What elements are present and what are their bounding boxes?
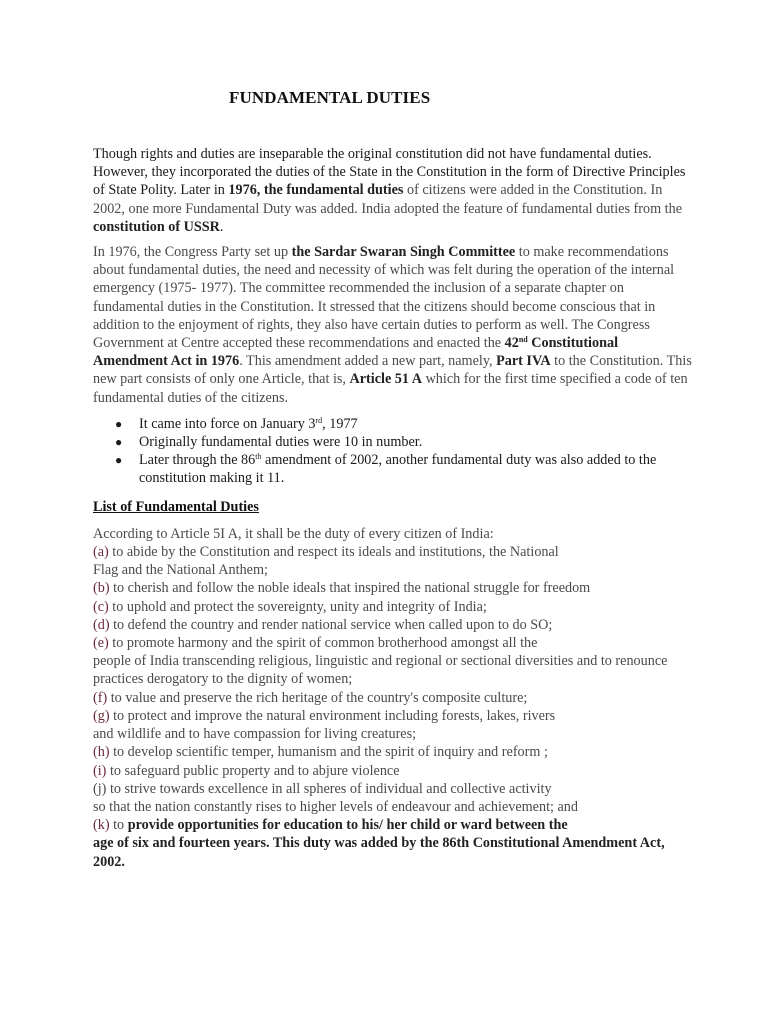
- duty-item-j-cont: so that the nation constantly rises to higher levels of endeavour and achievement; and: [93, 798, 578, 815]
- text-run: Constitutional Amendment Act in 1976: [93, 335, 619, 370]
- duty-item-h: [93, 743, 693, 761]
- history-paragraph: [93, 243, 693, 407]
- duty-text: to safeguard public property and to abjure violence: [106, 762, 400, 779]
- duty-label: (h): [93, 744, 110, 761]
- bullet-dot-icon: ●: [115, 416, 123, 431]
- duty-text: to abide by the Constitution and respect its ideals and institutions, the National: [108, 544, 559, 561]
- text-run: amendment of 2002, another fundamental duty was also added to the constitution making it 11.: [139, 452, 657, 487]
- duty-item-e: [93, 634, 693, 652]
- document-body: [93, 145, 693, 871]
- bold-text: Article 51 A: [349, 371, 423, 388]
- text-run: of citizens were added in the Constitution. In 2002, one more Fundamental Duty was added. India adopted the feature of fundamental duties from the: [93, 182, 682, 217]
- duty-item-c: [93, 598, 693, 616]
- duty-label: (a): [93, 544, 109, 561]
- duty-label: (k): [93, 817, 110, 834]
- duty-item-f: [93, 689, 693, 707]
- text-run: to make recommendations about fundamental duties, the need and necessity of which was felt during the operation of the internal emergency (1975- 1977). The committee recommended the inclusion of a separate chapter on fundamental duties in the Constitution. It stressed that the citizens should become conscious that in addition to the enjoyment of rights, they also have certain duties to perform as well. The Congress Government at Centre accepted these recommendations and enacted the: [93, 244, 675, 352]
- section-heading: List of Fundamental Duties: [93, 498, 259, 515]
- duty-text: to promote harmony and the spirit of common brotherhood amongst all the: [108, 635, 538, 652]
- text-run: to the Constitution. This new part consists of only one Article, that is,: [93, 353, 692, 388]
- duty-label: (f): [93, 689, 108, 706]
- page-title: FUNDAMENTAL DUTIES: [229, 88, 431, 107]
- bullet-item: [115, 451, 693, 487]
- bold-text: provide opportunities for education to his/ her child or ward between the: [127, 817, 568, 834]
- duty-label: (g): [93, 707, 110, 724]
- superscript: th: [255, 452, 262, 462]
- duty-item-d: [93, 616, 693, 634]
- duty-label: (b): [93, 580, 110, 597]
- duty-item-a-cont: Flag and the National Anthem;: [93, 562, 268, 579]
- duty-label: (d): [93, 616, 110, 633]
- text-run: 42: [504, 335, 519, 352]
- duties-list: [93, 525, 693, 871]
- duty-text: to defend the country and render national service when called upon to do SO;: [109, 616, 553, 633]
- duty-text: to protect and improve the natural environment including forests, lakes, rivers: [109, 707, 556, 724]
- duty-label: (i): [93, 762, 107, 779]
- bullet-item: [115, 433, 693, 451]
- superscript: rd: [315, 415, 323, 425]
- text-run: , 1977: [322, 415, 358, 432]
- text-run: which for the first time specified a code of ten fundamental duties of the citizens.: [93, 371, 688, 406]
- duty-item-g-cont: and wildlife and to have compassion for living creatures;: [93, 726, 417, 743]
- duty-label: (e): [93, 635, 109, 652]
- duty-item-k: [93, 816, 693, 834]
- duty-text: to develop scientific temper, humanism and the spirit of inquiry and reform ;: [109, 744, 548, 761]
- duty-item-i: [93, 762, 693, 780]
- text-run: It came into force on January 3: [139, 415, 316, 432]
- intro-paragraph: [93, 145, 693, 236]
- bold-text: constitution of USSR: [93, 218, 220, 235]
- duty-text: to uphold and protect the sovereignty, unity and integrity of India;: [108, 598, 487, 615]
- superscript: nd: [518, 335, 528, 345]
- duty-item-j: (j) to strive towards excellence in all spheres of individual and collective activity: [93, 780, 552, 797]
- duties-intro: According to Article 5I A, it shall be the duty of every citizen of India:: [93, 525, 494, 542]
- duty-item-e-cont: people of India transcending religious, linguistic and regional or sectional diversities and to renounce practices derogatory to the dignity of women;: [93, 653, 668, 688]
- text-run: .: [219, 218, 224, 235]
- duty-label: (c): [93, 598, 109, 615]
- text-run: Later through the 86: [139, 452, 256, 469]
- bold-text: Part IVA: [496, 353, 551, 370]
- text-run: In 1976, the Congress Party set up: [93, 244, 292, 261]
- bold-text: the Sardar Swaran Singh Committee: [291, 244, 516, 261]
- duty-item-a: [93, 543, 693, 561]
- bullet-dot-icon: ●: [115, 453, 123, 468]
- duty-item-b: [93, 579, 693, 597]
- duty-item-g: [93, 707, 693, 725]
- bold-text: 1976, the fundamental duties: [228, 182, 404, 199]
- text-run: . This amendment added a new part, namely,: [239, 353, 497, 370]
- duty-item-k-cont: age of six and fourteen years. This duty was added by the 86th Constitutional Amendment Act, 2002.: [93, 835, 665, 870]
- text-run: Originally fundamental duties were 10 in number.: [139, 434, 423, 451]
- duty-text: to cherish and follow the noble ideals that inspired the national struggle for freedom: [109, 580, 591, 597]
- text-run: Though rights and duties are inseparable the original constitution did not have fundamental duties. However, they incorporated the duties of the State in the Constitution in the form of Directive Principles of State Polity. Later in: [93, 146, 686, 199]
- bullet-item: [115, 415, 693, 433]
- duty-text: to value and preserve the rich heritage of the country's composite culture;: [107, 689, 528, 706]
- duty-text: to: [109, 817, 128, 834]
- bullet-dot-icon: ●: [115, 435, 123, 450]
- bullet-list: [93, 415, 693, 488]
